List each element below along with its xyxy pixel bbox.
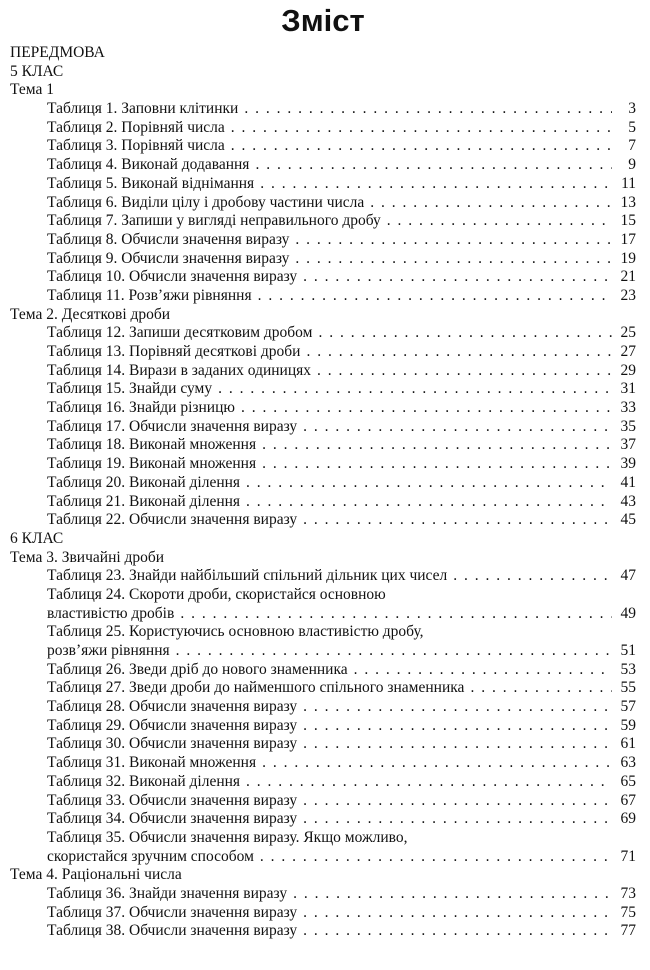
dot-leader (295, 250, 612, 269)
topic-3-list-e (10, 848, 636, 867)
toc-entry[interactable] (10, 287, 636, 306)
dot-leader (303, 717, 612, 736)
toc-entry[interactable] (10, 511, 636, 530)
page-number: 71 (620, 847, 636, 865)
dot-leader (231, 119, 612, 138)
section-grade-5: 5 КЛАС (10, 62, 64, 80)
toc-entry-title: Таблиця 8. Обчисли значення виразу (47, 230, 290, 248)
dot-leader (231, 137, 612, 156)
toc-entry-title: Таблиця 14. Вирази в заданих одиницях (47, 361, 312, 379)
dot-leader (241, 399, 612, 418)
page-number: 39 (620, 455, 636, 473)
toc-entry[interactable] (10, 343, 636, 362)
toc-entry-title: Таблиця 23. Знайди найбільший спільний дільник цих чисел (47, 567, 448, 585)
dot-leader (387, 212, 612, 231)
toc-entry[interactable] (10, 922, 636, 941)
toc-entry-title: Таблиця 37. Обчисли значення виразу (47, 903, 298, 921)
toc-entry-title: Таблиця 3. Порівняй числа (47, 137, 225, 155)
page-number: 9 (628, 156, 636, 174)
dot-leader (260, 175, 612, 194)
toc-entry-title: Таблиця 1. Заповни клітинки (47, 100, 239, 118)
dot-leader (218, 380, 612, 399)
dot-leader (303, 735, 612, 754)
toc-entry-first-line: Таблиця 25. Користуючись основною властивістю дробу, (47, 623, 424, 641)
topic-4-list (10, 885, 636, 941)
toc-entry[interactable] (10, 250, 636, 269)
toc-entry[interactable] (10, 156, 636, 175)
toc-entry[interactable] (10, 324, 636, 343)
toc-entry-title: Таблиця 22. Обчисли значення виразу (47, 511, 298, 529)
dot-leader (303, 904, 612, 923)
toc-entry-title: Таблиця 33. Обчисли значення виразу (47, 791, 298, 809)
dot-leader (318, 324, 612, 343)
toc-entry[interactable] (10, 436, 636, 455)
page-number: 15 (620, 212, 636, 230)
toc-entry-title: Таблиця 36. Знайди значення виразу (47, 884, 288, 902)
page-number: 55 (620, 679, 636, 697)
dot-leader (370, 194, 612, 213)
toc-entry[interactable] (10, 399, 636, 418)
toc-entry[interactable] (10, 100, 636, 119)
dot-leader (246, 474, 612, 493)
toc-entry-title: Таблиця 11. Розв’яжи рівняння (47, 286, 252, 304)
toc-entry-title: Таблиця 26. Зведи дріб до нового знаменника (47, 660, 348, 678)
toc-entry[interactable] (10, 455, 636, 474)
toc-entry[interactable] (10, 792, 636, 811)
dot-leader (470, 679, 612, 698)
page-number: 51 (620, 642, 636, 659)
toc-entry[interactable] (10, 661, 636, 680)
dot-leader (295, 231, 612, 250)
toc-entry-title: Таблиця 13. Порівняй десяткові дроби (47, 343, 301, 360)
toc-entry-title: Таблиця 31. Виконай множення (47, 754, 257, 772)
page-number: 67 (620, 791, 636, 809)
page-number: 43 (620, 492, 636, 510)
dot-leader (262, 754, 612, 773)
page-number: 75 (620, 903, 636, 921)
toc-entry-title: Таблиця 28. Обчисли значення виразу (47, 698, 298, 716)
dot-leader (317, 362, 612, 381)
toc-entry[interactable] (10, 231, 636, 250)
toc-entry[interactable] (10, 362, 636, 381)
toc-entry-title: Таблиця 18. Виконай множення (47, 436, 257, 454)
toc-entry-title: Таблиця 32. Виконай ділення (47, 772, 241, 790)
toc-entry-title: Таблиця 16. Знайди різницю (47, 399, 235, 417)
toc-entry-first-line: Таблиця 35. Обчисли значення виразу. Якщо можливо, (47, 828, 408, 846)
toc-entry-title: Таблиця 5. Виконай віднімання (47, 174, 255, 192)
toc-entry-title: Таблиця 34. Обчисли значення виразу (47, 810, 298, 828)
toc-entry-title: Таблиця 10. Обчисли значення виразу (47, 268, 298, 286)
toc-entry-title: розв’яжи рівняння (47, 642, 170, 659)
toc-entry[interactable] (10, 380, 636, 399)
page-number: 65 (620, 772, 636, 790)
page-number: 73 (620, 884, 636, 902)
toc-entry[interactable] (10, 567, 636, 586)
section-grade-6: 6 КЛАС (10, 529, 64, 547)
toc-entry-title: Таблиця 12. Запиши десятковим дробом (47, 324, 313, 342)
toc-entry[interactable] (10, 268, 636, 287)
section-preface: ПЕРЕДМОВА (10, 44, 105, 61)
page-number: 69 (620, 810, 636, 828)
topic-4-heading: Тема 4. Раціональні числа (10, 866, 182, 884)
toc-entry[interactable] (10, 194, 636, 213)
toc-entry[interactable] (10, 773, 636, 792)
toc-entry[interactable] (10, 175, 636, 194)
dot-leader (303, 268, 612, 287)
toc-entry-title: Таблиця 6. Виділи цілу і дробову частини числа (47, 193, 365, 211)
toc-entry-title: Таблиця 15. Знайди суму (47, 380, 213, 398)
dot-leader (303, 922, 612, 941)
toc-entry[interactable] (10, 418, 636, 437)
toc-entry[interactable] (10, 679, 636, 698)
dot-leader (180, 605, 612, 624)
toc-entry-title: Таблиця 19. Виконай множення (47, 455, 257, 473)
topic-3-list-d (10, 661, 636, 829)
toc-entry-title: скористайся зручним способом (47, 847, 254, 865)
page-number: 19 (620, 249, 636, 267)
dot-leader (303, 810, 612, 829)
topic-1-heading: Тема 1 (10, 81, 54, 99)
toc-entry-title: Таблиця 29. Обчисли значення виразу (47, 716, 298, 734)
page-number: 21 (620, 268, 636, 286)
page-number: 77 (620, 922, 636, 940)
dot-leader (303, 511, 612, 530)
page-number: 33 (620, 399, 636, 417)
toc-entry-title: Таблиця 2. Порівняй числа (47, 118, 225, 136)
toc-entry[interactable] (10, 698, 636, 717)
page-number: 31 (620, 380, 636, 398)
topic-1-list (10, 100, 636, 306)
page-number: 13 (620, 193, 636, 211)
toc-entry-title: Таблиця 30. Обчисли значення виразу (47, 735, 298, 753)
dot-leader (262, 455, 612, 474)
page-number: 47 (620, 567, 636, 585)
toc-entry[interactable] (10, 137, 636, 156)
page-number: 41 (620, 473, 636, 491)
toc-entry[interactable] (10, 493, 636, 512)
page-number: 45 (620, 511, 636, 529)
toc-entry[interactable] (10, 642, 636, 661)
dot-leader (255, 156, 612, 175)
page-number: 49 (620, 604, 636, 622)
toc-entry[interactable] (10, 810, 636, 829)
toc-entry[interactable] (10, 717, 636, 736)
page-number: 37 (620, 436, 636, 454)
page-number: 3 (628, 100, 636, 118)
toc-entry-title: Таблиця 20. Виконай ділення (47, 473, 241, 491)
dot-leader (354, 661, 612, 680)
toc-entry[interactable] (10, 885, 636, 904)
page-number: 23 (620, 286, 636, 304)
dot-leader (246, 493, 612, 512)
topic-3-list-b (10, 605, 636, 624)
toc-entry[interactable] (10, 848, 636, 867)
toc-entry[interactable] (10, 212, 636, 231)
toc-entry[interactable] (10, 474, 636, 493)
dot-leader (176, 642, 612, 661)
topic-3-list-a (10, 567, 636, 586)
page-number: 61 (620, 735, 636, 753)
toc-entry[interactable] (10, 904, 636, 923)
page-title: Зміст (281, 3, 365, 38)
topic-3-list-c (10, 642, 636, 661)
page-number: 17 (620, 230, 636, 248)
toc-entry[interactable] (10, 119, 636, 138)
dot-leader (246, 773, 612, 792)
toc-entry-title: Таблиця 38. Обчисли значення виразу (47, 922, 298, 940)
dot-leader (306, 343, 612, 362)
toc-entry-title: Таблиця 21. Виконай ділення (47, 492, 241, 510)
toc-entry-title: властивістю дробів (47, 604, 175, 622)
topic-2-list (10, 324, 636, 530)
toc-entry-title: Таблиця 4. Виконай додавання (47, 156, 250, 174)
page-number: 53 (620, 660, 636, 678)
dot-leader (260, 848, 612, 867)
toc-entry-title: Таблиця 7. Запиши у вигляді неправильного дробу (47, 212, 381, 230)
dot-leader (258, 287, 612, 306)
dot-leader (303, 698, 612, 717)
page-number: 25 (620, 324, 636, 342)
dot-leader (293, 885, 612, 904)
page-number: 11 (621, 174, 636, 192)
page-number: 63 (620, 754, 636, 772)
toc-entry[interactable] (10, 605, 636, 624)
dot-leader (453, 567, 612, 586)
dot-leader (303, 418, 612, 437)
page-number: 5 (628, 118, 636, 136)
dot-leader (303, 792, 612, 811)
dot-leader (262, 436, 612, 455)
page-number: 35 (620, 417, 636, 435)
topic-2-heading: Тема 2. Десяткові дроби (10, 305, 171, 323)
page-number: 59 (620, 716, 636, 734)
topic-3-heading: Тема 3. Звичайні дроби (10, 548, 165, 566)
page-number: 29 (620, 361, 636, 379)
toc-entry-first-line: Таблиця 24. Скороти дроби, скористайся основною (47, 585, 386, 603)
page-number: 7 (628, 137, 636, 155)
toc-entry[interactable] (10, 754, 636, 773)
dot-leader (244, 100, 612, 119)
toc-entry[interactable] (10, 735, 636, 754)
page-number: 27 (620, 343, 636, 360)
page-number: 57 (620, 698, 636, 716)
toc-entry-title: Таблиця 9. Обчисли значення виразу (47, 249, 290, 267)
toc-entry-title: Таблиця 27. Зведи дроби до найменшого спільного знаменника (47, 679, 465, 697)
toc-entry-title: Таблиця 17. Обчисли значення виразу (47, 417, 298, 435)
